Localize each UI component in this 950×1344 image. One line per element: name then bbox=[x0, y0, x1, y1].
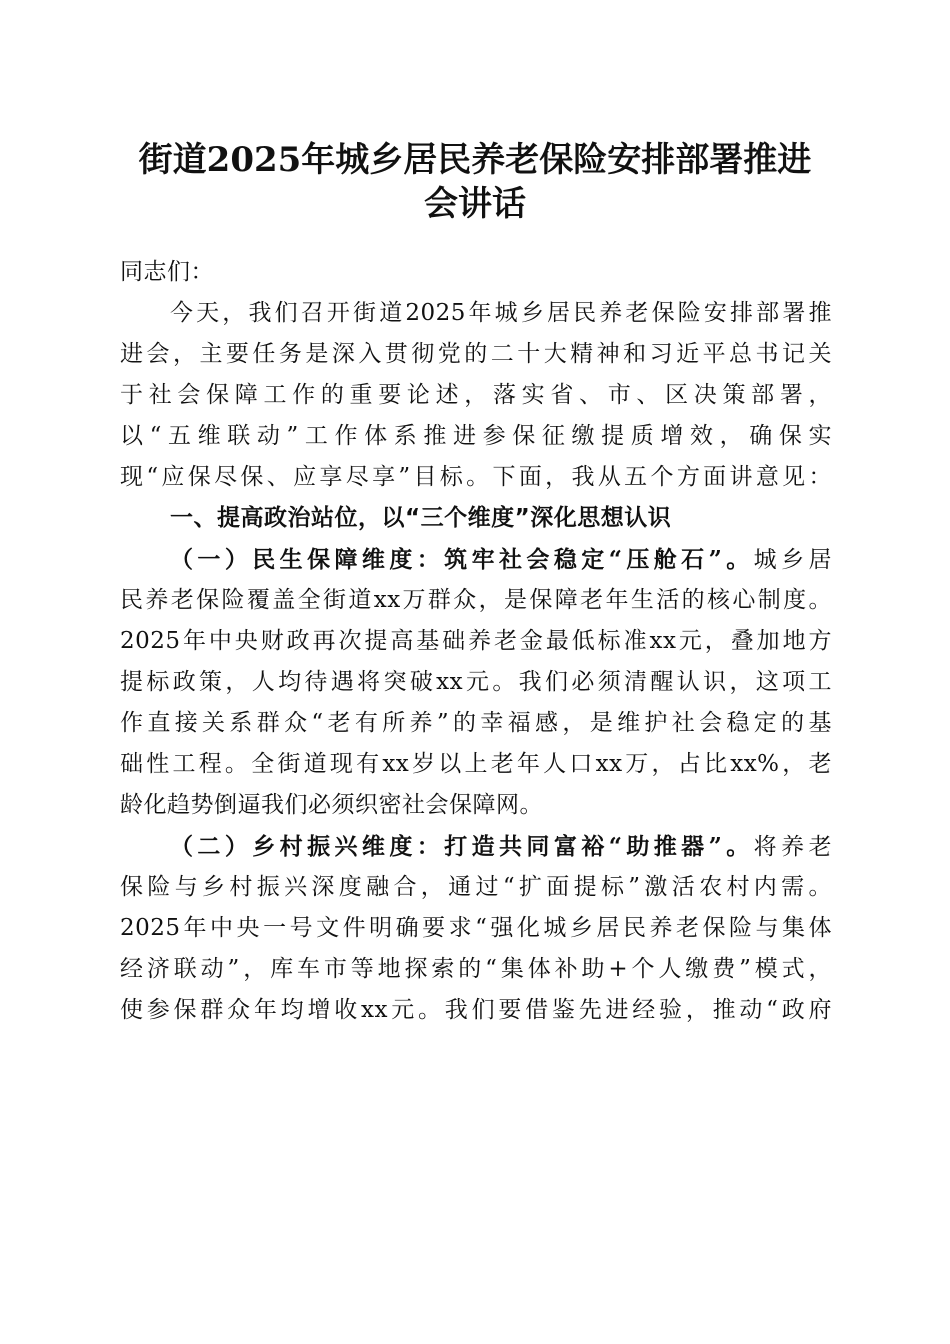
item-1-line: 龄化趋势倒逼我们必须织密社会保障网。 bbox=[120, 792, 543, 818]
item-1-first-line bbox=[120, 539, 832, 580]
item-2-lead: （二）乡村振兴维度：打造共同富裕“助推器”。 bbox=[170, 833, 754, 860]
item-2-first-line bbox=[120, 826, 832, 867]
item-1-line: 作直接关系群众“老有所养”的幸福感，是维护社会稳定的基 bbox=[120, 710, 832, 736]
section-heading-1: 一、提高政治站位，以“三个维度”深化思想认识 bbox=[170, 505, 672, 531]
item-1-line: 民养老保险覆盖全街道xx万群众，是保障老年生活的核心制度。 bbox=[120, 587, 832, 613]
item-1-first-rest: 城乡居 bbox=[753, 547, 832, 573]
intro-line: 于社会保障工作的重要论述，落实省、市、区决策部署， bbox=[120, 382, 832, 408]
document-body bbox=[120, 252, 832, 1031]
item-1-line: 2025年中央财政再次提高基础养老金最低标准xx元，叠加地方 bbox=[120, 628, 832, 654]
intro-line: 以“五维联动”工作体系推进参保征缴提质增效，确保实 bbox=[120, 423, 832, 449]
salutation: 同志们： bbox=[120, 259, 214, 285]
document-title-line-2: 会讲话 bbox=[424, 184, 526, 224]
item-1-line: 提标政策，人均待遇将突破xx元。我们必须清醒认识，这项工 bbox=[120, 669, 832, 695]
item-2-first-rest: 将养老 bbox=[753, 834, 832, 860]
intro-line: 现“应保尽保、应享尽享”目标。下面，我从五个方面讲意见： bbox=[120, 464, 832, 490]
document-title-line-1: 街道2025年城乡居民养老保险安排部署推进 bbox=[138, 140, 812, 180]
item-2-line: 保险与乡村振兴深度融合，通过“扩面提标”激活农村内需。 bbox=[120, 874, 832, 900]
item-1-line: 础性工程。全街道现有xx岁以上老年人口xx万，占比xx%，老 bbox=[120, 751, 832, 777]
item-2-line: 2025年中央一号文件明确要求“强化城乡居民养老保险与集体 bbox=[120, 915, 832, 941]
item-2-line: 经济联动”，库车市等地探索的“集体补助+个人缴费”模式， bbox=[120, 956, 832, 982]
intro-line: 今天，我们召开街道2025年城乡居民养老保险安排部署推 bbox=[170, 300, 832, 326]
intro-line: 进会，主要任务是深入贯彻党的二十大精神和习近平总书记关 bbox=[120, 341, 832, 367]
item-2-line: 使参保群众年均增收xx元。我们要借鉴先进经验，推动“政府 bbox=[120, 997, 832, 1023]
item-1-lead: （一）民生保障维度：筑牢社会稳定“压舱石”。 bbox=[170, 546, 754, 573]
